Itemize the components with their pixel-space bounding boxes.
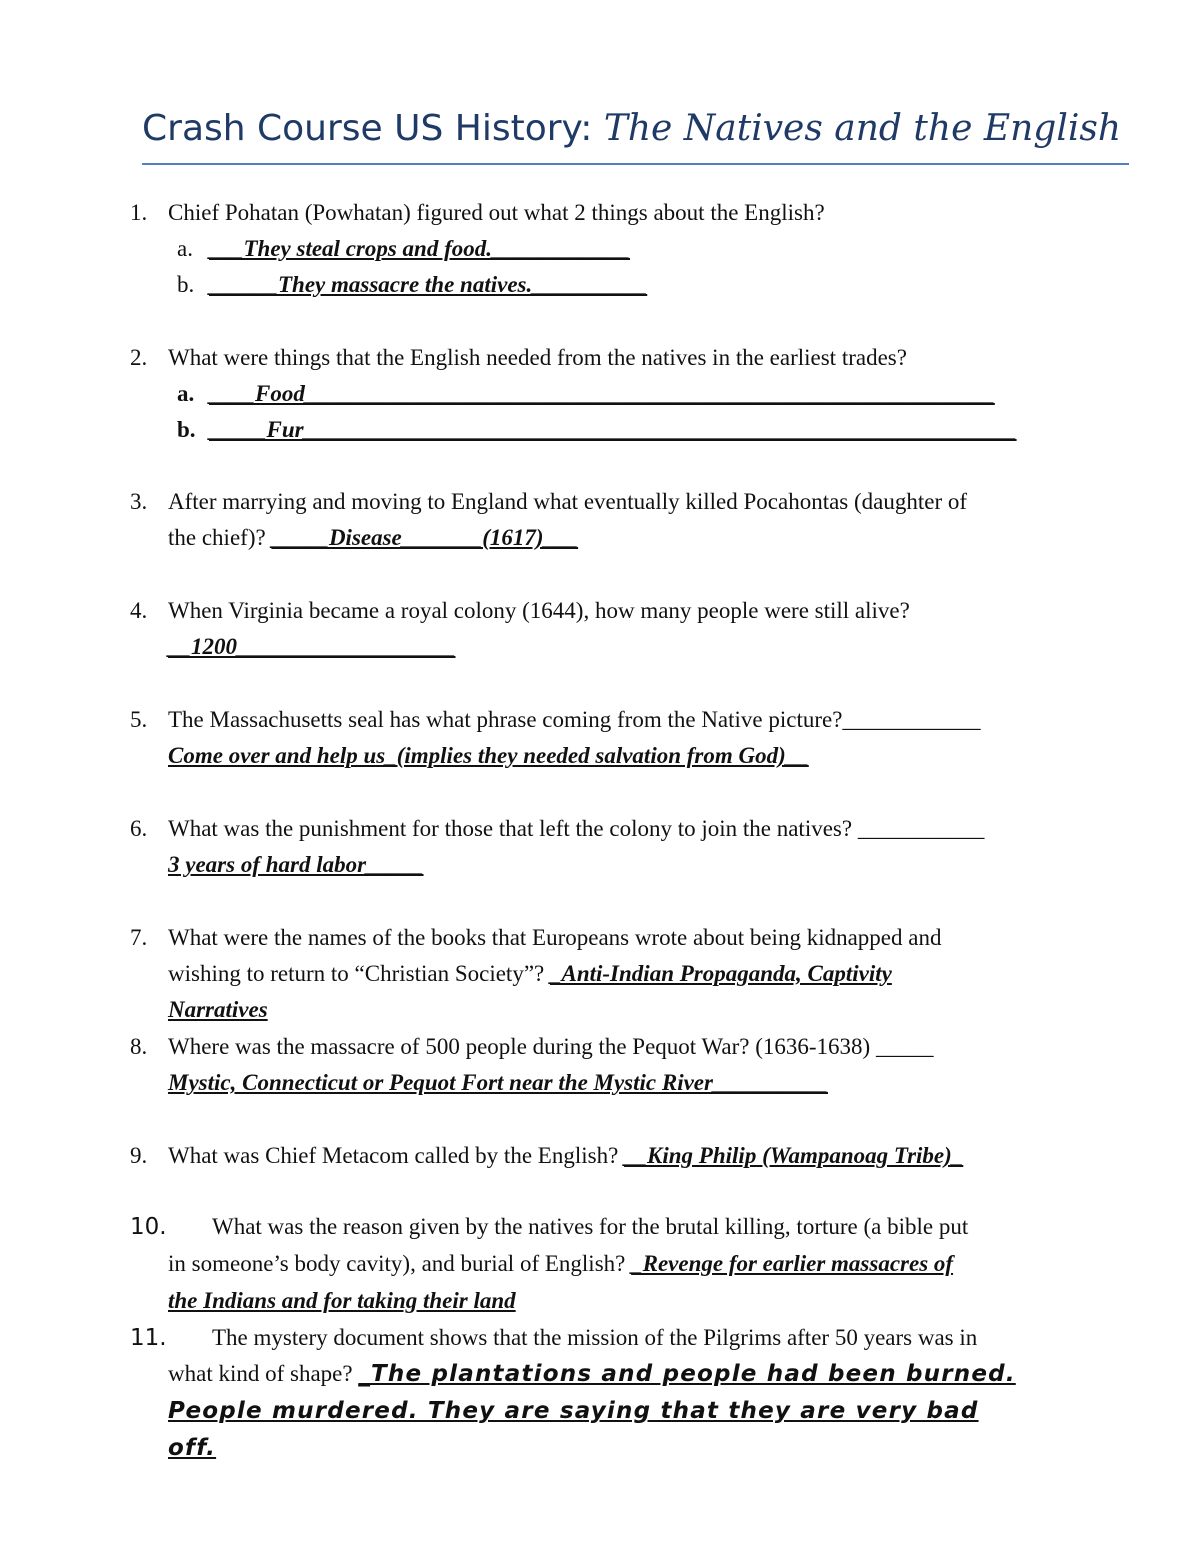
answer-value: ______They massacre the natives.__________ <box>209 272 648 297</box>
answer-11-end <box>168 1430 216 1466</box>
question-text: wishing to return to “Christian Society”? <box>168 961 550 986</box>
answer-value: _____Fur______________________________________________________________ <box>209 417 1017 442</box>
answer-value: Come over and help us_(implies they needed salvation from God)__ <box>168 743 809 768</box>
question-text: The Massachusetts seal has what phrase coming from the Native picture?____________ <box>168 707 981 732</box>
question-text: What was the reason given by the natives for the brutal killing, torture (a bible put <box>212 1214 969 1239</box>
answer-11-continued <box>168 1393 979 1429</box>
answer-value: People murdered. They are saying that they are very bad <box>168 1398 979 1424</box>
question-number: 10. <box>130 1214 167 1240</box>
answer-value: _Revenge for earlier massacres of <box>631 1251 954 1276</box>
question-number: 8. <box>130 1034 148 1059</box>
answer-blank: _____ <box>875 1034 934 1059</box>
answer-value: __1200___________________ <box>168 634 456 659</box>
question-8 <box>130 1029 1130 1065</box>
question-text: The mystery document shows that the mission of the Pilgrims after 50 years was in <box>212 1325 978 1350</box>
question-number: 9. <box>130 1143 148 1168</box>
question-number: 2. <box>130 345 148 370</box>
question-text: What were the names of the books that Europeans wrote about being kidnapped and <box>168 925 942 950</box>
answer-value: 3 years of hard labor_____ <box>168 852 424 877</box>
question-number: 5. <box>130 707 148 732</box>
question-text: After marrying and moving to England what eventually killed Pocahontas (daughter of <box>168 489 968 514</box>
answer-8 <box>168 1065 828 1101</box>
answer-value: ____Food____________________________________________________________ <box>209 381 995 406</box>
answer-value: _The plantations and people had been burned. <box>358 1361 1016 1387</box>
question-5 <box>130 702 1130 738</box>
question-number: 11. <box>130 1325 167 1351</box>
answer-label: b. <box>177 417 196 442</box>
question-3-continued <box>168 520 578 556</box>
question-1 <box>130 195 1130 231</box>
answer-label: a. <box>177 381 195 406</box>
answer-blank: ___________ <box>857 816 985 841</box>
question-2 <box>130 340 1130 376</box>
answer-label: b. <box>177 272 195 297</box>
answer-label: a. <box>177 236 193 261</box>
question-text: What was Chief Metacom called by the English? <box>168 1143 625 1168</box>
answer-6 <box>168 847 424 883</box>
question-6 <box>130 811 1130 847</box>
title-main: Crash Course US History: <box>142 108 593 149</box>
question-11-continued <box>168 1356 1016 1392</box>
question-number: 3. <box>130 489 148 514</box>
question-9 <box>130 1138 1130 1174</box>
title-underline-divider <box>142 163 1129 165</box>
question-text: When Virginia became a royal colony (1644), how many people were still alive? <box>168 598 910 623</box>
answer-2a <box>177 376 995 412</box>
question-text: in someone’s body cavity), and burial of English? <box>168 1251 632 1276</box>
question-10 <box>130 1209 1130 1245</box>
question-7 <box>130 920 1130 956</box>
answer-5 <box>168 738 809 774</box>
answer-1a <box>177 231 630 267</box>
answer-value: off. <box>168 1435 217 1461</box>
answer-7-continued <box>168 992 268 1028</box>
question-11 <box>130 1320 1130 1356</box>
answer-10-continued <box>168 1283 516 1319</box>
question-10-continued <box>168 1246 953 1282</box>
question-text: the chief)? <box>168 525 272 550</box>
title-subtitle: The Natives and the English <box>603 108 1122 149</box>
question-number: 4. <box>130 598 148 623</box>
answer-1b <box>177 267 647 303</box>
question-7-continued <box>168 956 892 992</box>
answer-value: Mystic, Connecticut or Pequot Fort near the Mystic River__________ <box>168 1070 828 1095</box>
question-text: Where was the massacre of 500 people during the Pequot War? (1636-1638) <box>168 1034 876 1059</box>
page-title <box>142 108 1121 149</box>
answer-value: Narratives <box>168 997 268 1022</box>
answer-2b <box>177 412 1017 448</box>
question-number: 7. <box>130 925 148 950</box>
question-number: 1. <box>130 200 148 225</box>
question-text: what kind of shape? <box>168 1361 359 1386</box>
question-text: What was the punishment for those that left the colony to join the natives? <box>168 816 858 841</box>
question-4 <box>130 593 1130 629</box>
answer-value: _Anti-Indian Propaganda, Captivity <box>549 961 892 986</box>
question-number: 6. <box>130 816 148 841</box>
answer-value: ___They steal crops and food.____________ <box>209 236 631 261</box>
answer-value: __King Philip (Wampanoag Tribe)_ <box>624 1143 964 1168</box>
answer-value: the Indians and for taking their land <box>168 1288 516 1313</box>
question-text: What were things that the English needed from the natives in the earliest trades? <box>168 345 907 370</box>
question-text: Chief Pohatan (Powhatan) figured out what 2 things about the English? <box>168 200 825 225</box>
question-3 <box>130 484 1130 520</box>
answer-4 <box>168 629 456 665</box>
answer-value: _____Disease_______(1617)___ <box>271 525 579 550</box>
